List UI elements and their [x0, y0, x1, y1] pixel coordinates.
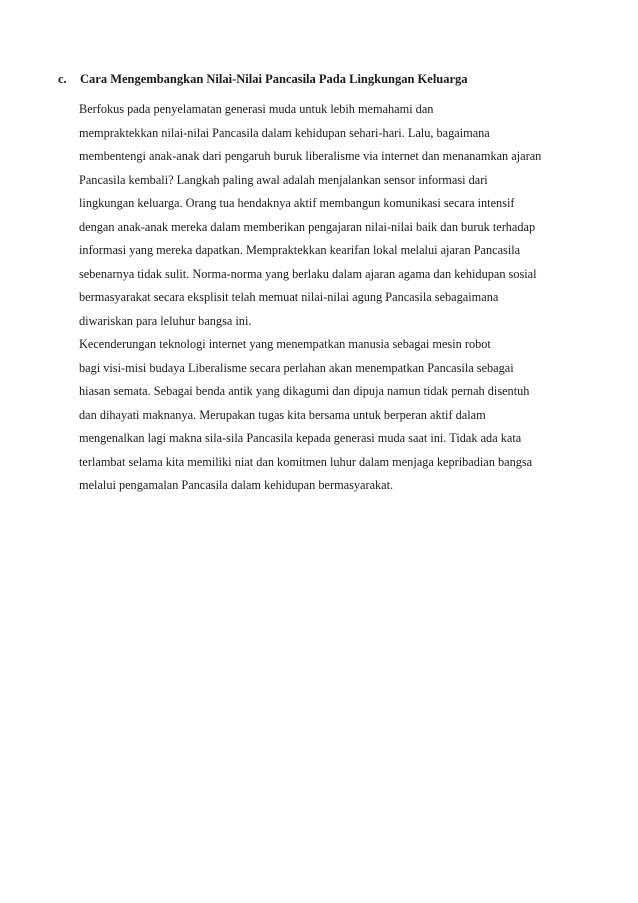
text-line: Kecenderungan teknologi internet yang menempatkan manusia sebagai mesin robot	[79, 337, 491, 351]
text-line: sebenarnya tidak sulit. Norma-norma yang berlaku dalam ajaran agama dan kehidupan sosial	[79, 266, 537, 281]
body-text	[79, 98, 619, 498]
text-line: Pancasila kembali? Langkah paling awal adalah menjalankan sensor informasi dari	[79, 172, 488, 187]
text-line: bermasyarakat secara eksplisit telah memuat nilai-nilai agung Pancasila sebagaimana	[79, 290, 499, 304]
text-line: diwariskan para leluhur bangsa ini.	[79, 313, 252, 328]
text-line: melalui pengamalan Pancasila dalam kehidupan bermasyarakat.	[79, 478, 394, 492]
text-line: dan dihayati maknanya. Merupakan tugas kita bersama untuk berperan aktif dalam	[79, 407, 486, 422]
section-marker: c.	[58, 72, 67, 86]
text-line: terlambat selama kita memiliki niat dan komitmen luhur dalam menjaga kepribadian bangsa	[79, 454, 533, 469]
text-line: dengan anak-anak mereka dalam memberikan pengajaran nilai-nilai baik dan buruk terhadap	[79, 219, 536, 234]
section-title: Cara Mengembangkan Nilai-Nilai Pancasila Pada Lingkungan Keluarga	[80, 72, 468, 86]
text-line: Berfokus pada penyelamatan generasi muda untuk lebih memahami dan	[79, 102, 434, 116]
text-line: hiasan semata. Sebagai benda antik yang dikagumi dan dipuja namun tidak pernah disentuh	[79, 384, 530, 398]
text-line: membentengi anak-anak dari pengaruh buruk liberalisme via internet dan menanamkan ajaran	[79, 149, 542, 163]
section-heading	[58, 72, 618, 87]
text-line: mengenalkan lagi makna sila-sila Pancasila kepada generasi muda saat ini. Tidak ada kata	[79, 431, 522, 445]
text-line: bagi visi-misi budaya Liberalisme secara perlahan akan menempatkan Pancasila sebagai	[79, 360, 514, 375]
text-line: mempraktekkan nilai-nilai Pancasila dalam kehidupan sehari-hari. Lalu, bagaimana	[79, 125, 490, 140]
text-line: lingkungan keluarga. Orang tua hendaknya aktif membangun komunikasi secara intensif	[79, 196, 515, 210]
text-line: informasi yang mereka dapatkan. Mempraktekkan kearifan lokal melalui ajaran Pancasila	[79, 243, 521, 257]
